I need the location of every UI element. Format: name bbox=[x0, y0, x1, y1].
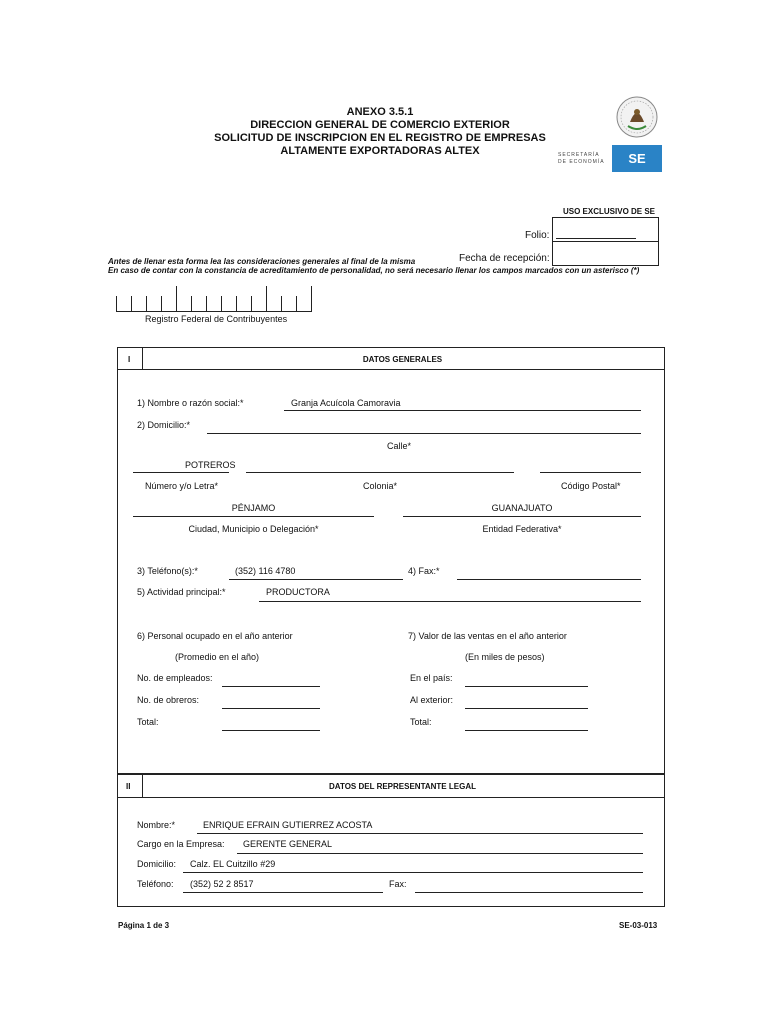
rep-address-field[interactable] bbox=[183, 872, 643, 873]
folio-line bbox=[556, 238, 636, 239]
rfc-tick bbox=[176, 286, 177, 311]
rep-fax-field[interactable] bbox=[415, 892, 643, 893]
fax-field[interactable] bbox=[457, 579, 641, 580]
phone-value[interactable]: (352) 116 4780 bbox=[235, 566, 296, 576]
company-name-label: 1) Nombre o razón social:* bbox=[137, 398, 244, 408]
domestic-sales-label: En el país: bbox=[410, 673, 453, 683]
section-2-header-divider bbox=[117, 797, 664, 798]
folio-label: Folio: bbox=[525, 230, 550, 241]
rep-position-value[interactable]: GERENTE GENERAL bbox=[243, 839, 333, 849]
rfc-tick bbox=[161, 296, 162, 311]
form-title-line2: SOLICITUD DE INSCRIPCION EN EL REGISTRO DE EMPRESAS bbox=[214, 132, 546, 144]
rfc-tick bbox=[206, 296, 207, 311]
rep-name-value[interactable]: ENRIQUE EFRAIN GUTIERREZ ACOSTA bbox=[203, 820, 373, 830]
section-1-frame bbox=[117, 347, 665, 774]
sales-total-field[interactable] bbox=[465, 730, 588, 731]
rep-name-field[interactable] bbox=[197, 833, 643, 834]
rfc-tick bbox=[116, 296, 117, 311]
export-sales-label: Al exterior: bbox=[410, 695, 454, 705]
state-label: Entidad Federativa* bbox=[482, 524, 562, 534]
asterisk-note: En caso de contar con la constancia de acreditamiento de personalidad, no será necesario llenar los campos marcados con un asterisco (*) bbox=[108, 266, 640, 275]
address-label: 2) Domicilio:* bbox=[137, 420, 191, 430]
rep-position-field[interactable] bbox=[237, 853, 643, 854]
rfc-tick bbox=[131, 296, 132, 311]
office-box-divider bbox=[552, 241, 658, 242]
reception-date-label: Fecha de recepción: bbox=[459, 253, 550, 264]
domestic-sales-field[interactable] bbox=[465, 686, 588, 687]
rep-phone-field[interactable] bbox=[183, 892, 383, 893]
coat-of-arms-logo bbox=[612, 92, 662, 142]
rfc-tick bbox=[296, 296, 297, 311]
rfc-baseline bbox=[116, 311, 312, 312]
rep-position-label: Cargo en la Empresa: bbox=[137, 839, 225, 849]
activity-value[interactable]: PRODUCTORA bbox=[266, 587, 330, 597]
workers-label: No. de obreros: bbox=[137, 695, 200, 705]
state-value[interactable]: GUANAJUATO bbox=[491, 503, 553, 513]
state-field[interactable] bbox=[403, 516, 641, 517]
section-1-title: DATOS GENERALES bbox=[362, 355, 443, 364]
section-2-title: DATOS DEL REPRESENTANTE LEGAL bbox=[329, 782, 476, 791]
rep-fax-label: Fax: bbox=[389, 879, 407, 889]
city-value[interactable]: PÉNJAMO bbox=[231, 503, 276, 513]
rfc-tick bbox=[191, 296, 192, 311]
street-label: Calle* bbox=[386, 441, 411, 451]
se-badge: SE bbox=[612, 145, 662, 172]
rfc-tick bbox=[221, 296, 222, 311]
staff-total-label: Total: bbox=[137, 717, 159, 727]
rep-address-value[interactable]: Calz. EL Cuitzillo #29 bbox=[190, 859, 276, 869]
export-sales-field[interactable] bbox=[465, 708, 588, 709]
page-number: Página 1 de 3 bbox=[118, 921, 170, 930]
employees-label: No. de empleados: bbox=[137, 673, 213, 683]
secretaria-label-1: SECRETARÍA bbox=[558, 152, 600, 158]
house-number-label: Número y/o Letra* bbox=[145, 481, 219, 491]
section-2-number: II bbox=[126, 782, 131, 791]
fax-label: 4) Fax:* bbox=[408, 566, 440, 576]
company-name-field[interactable] bbox=[284, 410, 641, 411]
rfc-tick bbox=[266, 286, 267, 311]
rfc-tick bbox=[236, 296, 237, 311]
colonia-label: Colonia* bbox=[363, 481, 398, 491]
form-code: SE-03-013 bbox=[619, 921, 658, 930]
rfc-tick bbox=[251, 296, 252, 311]
rfc-tick bbox=[281, 296, 282, 311]
company-name-value[interactable]: Granja Acuícola Camoravia bbox=[291, 398, 401, 408]
sales-total-label: Total: bbox=[410, 717, 432, 727]
workers-field[interactable] bbox=[222, 708, 320, 709]
activity-field[interactable] bbox=[259, 601, 641, 602]
colonia-field[interactable] bbox=[246, 472, 514, 473]
form-title-line3: ALTAMENTE EXPORTADORAS ALTEX bbox=[280, 145, 480, 157]
rfc-tick bbox=[146, 296, 147, 311]
employees-field[interactable] bbox=[222, 686, 320, 687]
house-number-field[interactable] bbox=[133, 472, 229, 473]
phone-field[interactable] bbox=[229, 579, 403, 580]
city-field[interactable] bbox=[133, 516, 374, 517]
sales-sublabel: (En miles de pesos) bbox=[465, 652, 545, 662]
instruction-note: Antes de llenar esta forma lea las consideraciones generales al final de la misma bbox=[108, 257, 416, 266]
staff-sublabel: (Promedio en el año) bbox=[175, 652, 260, 662]
form-title-line1: DIRECCION GENERAL DE COMERCIO EXTERIOR bbox=[250, 119, 510, 131]
activity-label: 5) Actividad principal:* bbox=[137, 587, 226, 597]
house-number-value[interactable]: POTREROS bbox=[185, 460, 236, 470]
annex-title: ANEXO 3.5.1 bbox=[346, 106, 414, 118]
rep-phone-value[interactable]: (352) 52 2 8517 bbox=[190, 879, 254, 889]
postal-code-field[interactable] bbox=[540, 472, 641, 473]
office-use-title: USO EXCLUSIVO DE SE bbox=[563, 207, 656, 216]
rep-name-label: Nombre:* bbox=[137, 820, 176, 830]
staff-total-field[interactable] bbox=[222, 730, 320, 731]
sales-label: 7) Valor de las ventas en el año anterior bbox=[408, 631, 567, 641]
rep-phone-label: Teléfono: bbox=[137, 879, 174, 889]
rfc-tick bbox=[311, 286, 312, 311]
secretaria-label-2: DE ECONOMÍA bbox=[558, 159, 605, 165]
phone-label: 3) Teléfono(s):* bbox=[137, 566, 198, 576]
street-field[interactable] bbox=[207, 433, 641, 434]
city-label: Ciudad, Municipio o Delegación* bbox=[188, 524, 319, 534]
section-1-number: I bbox=[128, 355, 131, 364]
rfc-label: Registro Federal de Contribuyentes bbox=[145, 314, 288, 324]
postal-code-label: Código Postal* bbox=[561, 481, 621, 491]
section-1-header-divider bbox=[117, 369, 664, 370]
rep-address-label: Domicilio: bbox=[137, 859, 177, 869]
staff-label: 6) Personal ocupado en el año anterior bbox=[137, 631, 293, 641]
